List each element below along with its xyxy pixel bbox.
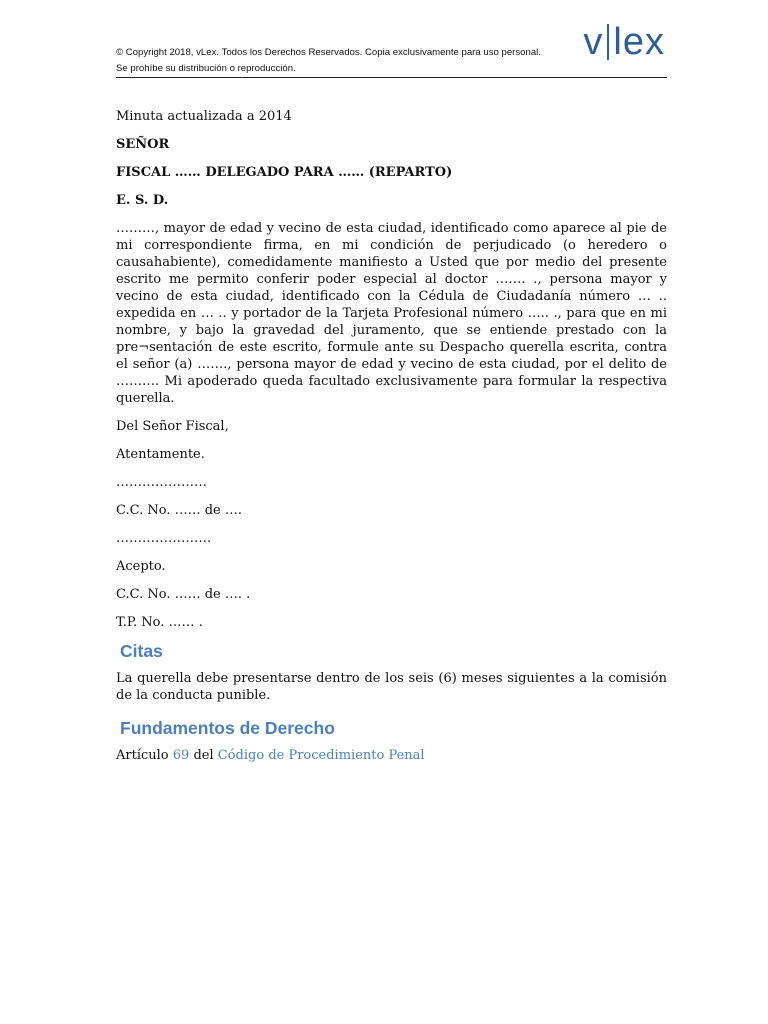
logo-text-lex: lex (613, 21, 665, 63)
senor-line: SEÑOR (116, 137, 170, 152)
signature-dots-1: ………………… (116, 475, 207, 490)
document-body (116, 108, 667, 764)
signature-dots-2: …………………. (116, 531, 212, 546)
fiscal-line: FISCAL …… DELEGADO PARA …… (REPARTO) (116, 165, 453, 180)
logo-letter-v: v (583, 21, 604, 63)
cc-line-2: C.C. No. …… de …. . (116, 587, 251, 602)
copyright-line-2: Se prohíbe su distribución o reproducción. (116, 63, 296, 74)
articulo-prefix: Artículo (116, 748, 169, 763)
logo-divider (607, 24, 609, 60)
copyright-notice (116, 45, 541, 77)
tp-line: T.P. No. …… . (116, 615, 203, 630)
copyright-line-1: © Copyright 2018, vLex. Todos los Derechos Reservados. Copia exclusivamente para uso personal. (116, 47, 541, 58)
cc-line-1: C.C. No. …… de …. (116, 503, 243, 518)
fundamentos-heading: Fundamentos de Derecho (120, 718, 335, 738)
esd-line: E. S. D. (116, 193, 169, 208)
codigo-procedimiento-link[interactable]: Código de Procedimiento Penal (217, 748, 425, 763)
citas-heading: Citas (120, 641, 163, 661)
minuta-line: Minuta actualizada a 2014 (116, 109, 292, 124)
main-paragraph: ………, mayor de edad y vecino de esta ciudad, identificado como aparece al pie de mi correspondiente firma, en mi condición de perjudicado (o heredero o causahabiente), comedidamente manifiesto a Usted que por medio del presente escrito me permito conferir poder especial al doctor ……. ., persona mayor y vecino de esta ciudad, identificado con la Cédula de Ciudadanía número … .. expedida en … .. y portador de la Tarjeta Profesional número ….. ., para que en mi nombre, y bajo la gravedad del juramento, que se entiende prestado con la pre¬sentación de este escrito, formule ante su Despacho querella escrita, contra el señor (a) ……., persona mayor de edad y vecino de esta ciudad, por el delito de ………. Mi apoderado queda facultado exclusivamente para formular la respectiva querella. (116, 221, 667, 406)
articulo-mid: del (193, 748, 214, 763)
articulo-line (116, 747, 667, 764)
atentamente-line: Atentamente. (116, 447, 205, 462)
citas-text: La querella debe presentarse dentro de los seis (6) meses siguientes a la comisión de la conducta punible. (116, 671, 667, 703)
acepto-line: Acepto. (116, 559, 166, 574)
del-senor-line: Del Señor Fiscal, (116, 419, 229, 434)
articulo-number-link[interactable]: 69 (172, 748, 190, 763)
vlex-logo[interactable] (583, 22, 665, 62)
page-header (116, 21, 667, 78)
